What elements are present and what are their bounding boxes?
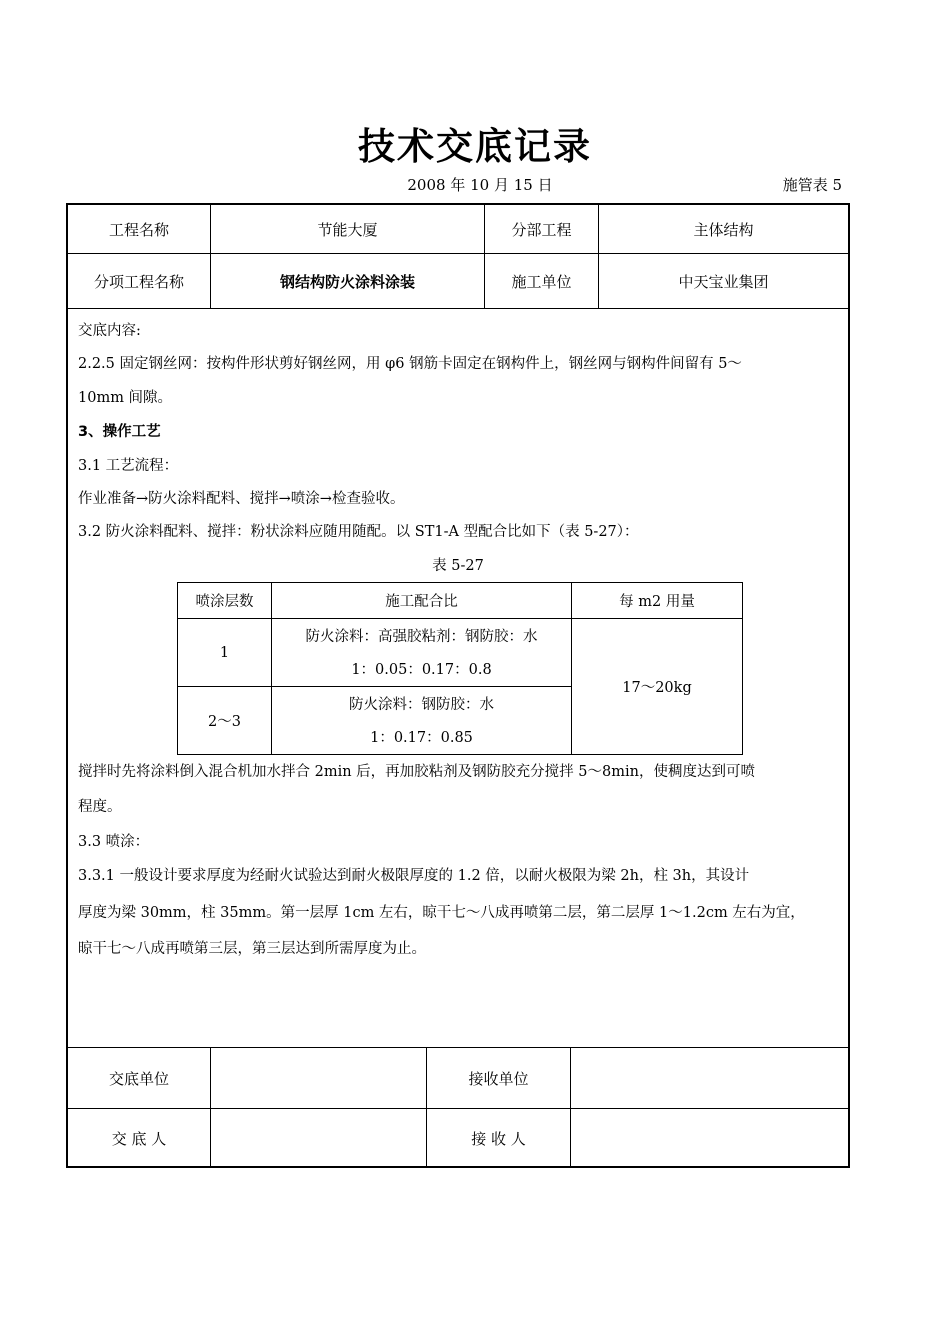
content-line: 程度。 (78, 799, 122, 815)
receiving-unit-label: 接收单位 (468, 1069, 529, 1088)
row2-ratio-values: 1：0.17：0.85 (370, 729, 473, 746)
construction-unit-value: 中天宝业集团 (678, 272, 769, 291)
page-title: 技术交底记录 (358, 125, 592, 168)
col-header-usage: 每 m2 用量 (619, 594, 695, 610)
col-header-ratio: 施工配合比 (385, 594, 458, 610)
subitem-value: 钢结构防火涂料涂装 (279, 272, 415, 291)
receiving-person-field[interactable] (571, 1109, 848, 1167)
project-name-value: 节能大厦 (317, 220, 378, 239)
handover-person-field[interactable] (211, 1109, 426, 1167)
handover-unit-label: 交底单位 (108, 1069, 169, 1088)
divider (177, 754, 742, 755)
divider (742, 582, 743, 755)
division-value: 主体结构 (693, 220, 754, 239)
division-label: 分部工程 (511, 220, 572, 239)
content-line: 搅拌时先将涂料倒入混合机加水拌合 2min 后，再加胶粘剂及钢防胶充分搅拌 5～8min，使稠度达到可喷 (78, 764, 755, 780)
project-name-label: 工程名称 (108, 220, 169, 239)
content-heading: 交底内容: (78, 323, 141, 339)
content-line: 10mm 间隙。 (78, 390, 173, 406)
content-line: 3.3.1 一般设计要求厚度为经耐火试验达到耐火极限厚度的 1.2 倍，以耐火极限为梁 2h，柱 3h，其设计 (78, 868, 750, 884)
handover-person-label: 交 底 人 (111, 1129, 167, 1148)
content-line: 晾干七～八成再喷第三层，第三层达到所需厚度为止。 (78, 941, 426, 957)
divider (68, 308, 848, 309)
content-line: 作业准备→防火涂料配料、搅拌→喷涂→检查验收。 (78, 491, 405, 507)
receiving-unit-field[interactable] (571, 1048, 848, 1108)
content-line: 3.2 防火涂料配料、搅拌：粉状涂料应随用随配。以 ST1-A 型配合比如下（表 5-27）： (78, 524, 639, 540)
content-line: 厚度为梁 30mm，柱 35mm。第一层厚 1cm 左右，晾干七～八成再喷第二层，第二层厚 1～1.2cm 左右为宜， (78, 905, 805, 921)
subitem-label: 分项工程名称 (93, 272, 184, 291)
content-line: 2.2.5 固定钢丝网：按构件形状剪好钢丝网，用 φ6 钢筋卡固定在钢构件上，钢丝网与钢构件间留有 5～ (78, 356, 742, 372)
section-heading: 3、操作工艺 (78, 424, 161, 440)
record-form (66, 203, 850, 1168)
row2-layers: 2～3 (208, 714, 241, 730)
mix-ratio-table (177, 582, 742, 754)
handover-unit-field[interactable] (211, 1048, 426, 1108)
record-date: 2008 年 10 月 15 日 (407, 176, 553, 194)
row1-ratio-materials: 防火涂料：高强胶粘剂：钢防胶：水 (305, 628, 538, 645)
row2-ratio-materials: 防火涂料：钢防胶：水 (349, 696, 494, 713)
table-caption: 表 5-27 (432, 558, 484, 574)
usage-value: 17～20kg (622, 680, 692, 696)
construction-unit-label: 施工单位 (511, 272, 572, 291)
row1-ratio-values: 1：0.05：0.17：0.8 (351, 661, 492, 678)
row1-layers: 1 (219, 644, 230, 661)
form-number: 施管表 5 (782, 176, 842, 194)
content-line: 3.3 喷涂： (78, 834, 150, 850)
col-header-layers: 喷涂层数 (195, 594, 254, 610)
receiving-person-label: 接 收 人 (471, 1129, 526, 1148)
content-line: 3.1 工艺流程： (78, 458, 179, 474)
